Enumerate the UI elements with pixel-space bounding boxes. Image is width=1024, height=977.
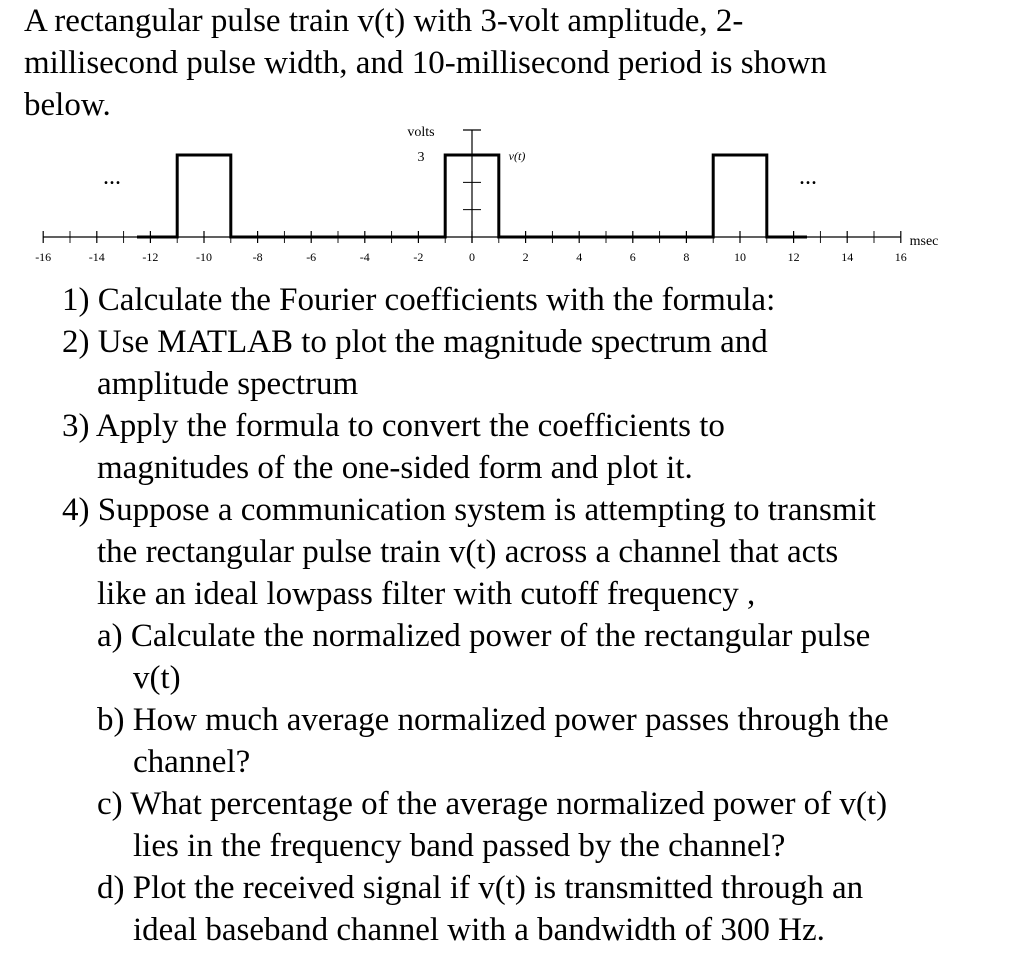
x-tick-label: 10 (734, 250, 746, 264)
question-4b-line-2: channel? (133, 744, 251, 780)
question-2-line-1: 2) Use MATLAB to plot the magnitude spectrum and (62, 324, 768, 360)
x-axis-unit-label: msec (909, 234, 939, 249)
question-4-line-3: like an ideal lowpass filter with cutoff frequency , (97, 576, 756, 612)
x-tick-label: 0 (469, 250, 475, 264)
question-4b-line-1: b) How much average normalized power passes through the (97, 702, 889, 738)
x-tick-label: -2 (413, 250, 424, 264)
x-tick-label: 16 (894, 250, 907, 264)
question-2-line-2: amplitude spectrum (97, 366, 359, 402)
x-tick-label: -10 (196, 250, 212, 264)
x-tick-label: -14 (88, 250, 105, 264)
question-4a-line-1: a) Calculate the normalized power of the rectangular pulse (97, 618, 871, 654)
question-1: 1) Calculate the Fourier coefficients with the formula: (62, 282, 776, 318)
question-4d-line-2: ideal baseband channel with a bandwidth of 300 Hz. (133, 912, 825, 948)
x-tick-label: -4 (359, 250, 370, 264)
question-4-line-1: 4) Suppose a communication system is attempting to transmit (62, 492, 876, 528)
question-3-line-1: 3) Apply the formula to convert the coefficients to (62, 408, 725, 444)
signal-label: v(t) (508, 149, 526, 163)
y-axis (463, 130, 481, 243)
x-tick-label: 6 (629, 250, 636, 264)
x-tick-label: -6 (306, 250, 317, 264)
pulse-train-chart (0, 118, 1024, 278)
intro-line-1: A rectangular pulse train v(t) with 3-volt amplitude, 2- (24, 3, 744, 39)
intro-line-2: millisecond pulse width, and 10-millisecond period is shown (24, 45, 827, 81)
x-tick-label: -8 (252, 250, 263, 264)
question-4-line-2: the rectangular pulse train v(t) across a channel that acts (97, 534, 839, 570)
x-tick-label: 4 (576, 250, 583, 264)
y-axis-label: volts (407, 125, 435, 140)
x-tick-label: 12 (787, 250, 800, 264)
intro-paragraph (24, 0, 984, 126)
y-tick-label-3: 3 (417, 150, 425, 165)
intro-line-3: below. (24, 87, 111, 123)
x-tick-label: -12 (142, 250, 159, 264)
question-4c-line-1: c) What percentage of the average normalized power of v(t) (97, 786, 888, 822)
x-tick-label: -16 (35, 250, 52, 264)
question-3-line-2: magnitudes of the one-sided form and plot it. (97, 450, 693, 486)
x-tick-label: 8 (683, 250, 690, 264)
question-4d-line-1: d) Plot the received signal if v(t) is transmitted through an (97, 870, 864, 906)
ellipsis-left: ... (103, 164, 121, 190)
ellipsis-right: ... (799, 164, 817, 190)
question-4c-line-2: lies in the frequency band passed by the channel? (133, 828, 786, 864)
x-tick-label: 2 (522, 250, 529, 264)
question-4a-line-2: v(t) (133, 660, 181, 696)
x-tick-label: 14 (841, 250, 854, 264)
